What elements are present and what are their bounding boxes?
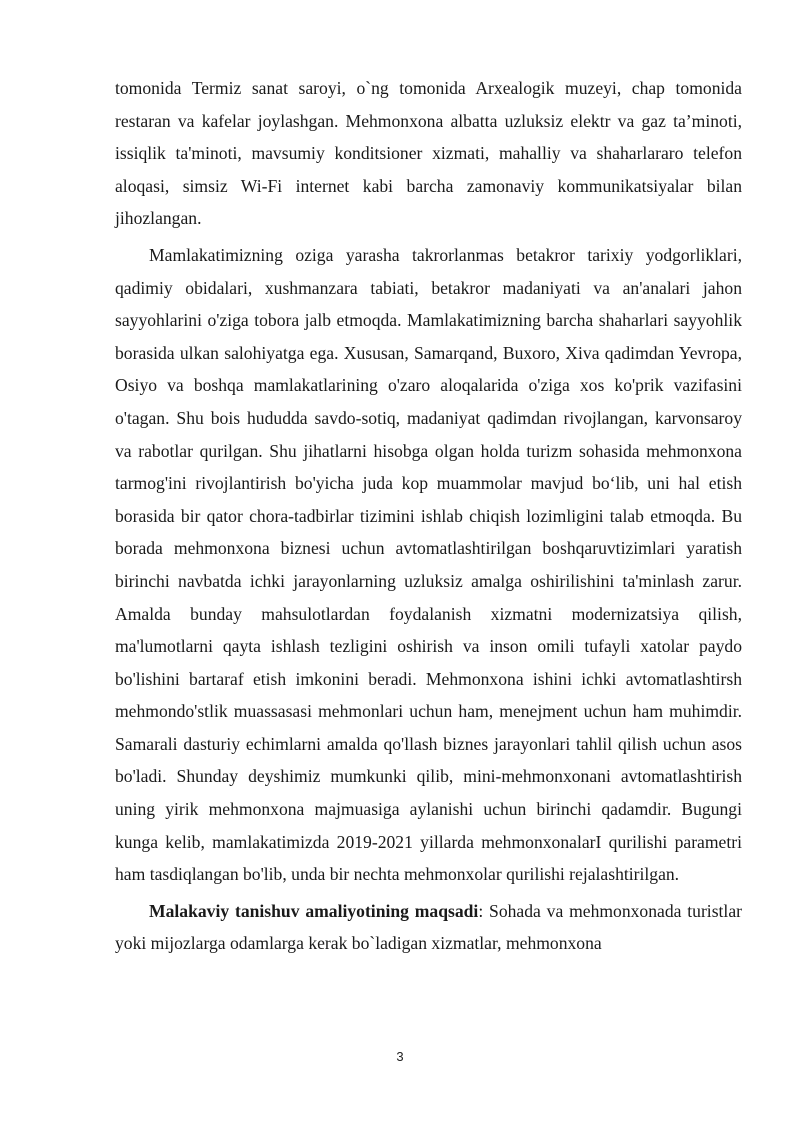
page-number: 3 [396, 1049, 404, 1064]
paragraph-3-bold-lead: Malakaviy tanishuv amaliyotining maqsadi [149, 900, 479, 921]
paragraph-3 [115, 895, 742, 960]
paragraph-1: tomonida Termiz sanat saroyi, o`ng tomonida Arxealogik muzeyi, chap tomonida restaran va kafelar joylashgan. Mehmonxona albatta uzluksiz elektr va gaz ta’minoti, issiqlik ta'minoti, mavsumiy konditsioner xizmati, mahalliy va shaharlararo telefon aloqasi, simsiz Wi-Fi internet kabi barcha zamonaviy kommunikatsiyalar bilan jihozlangan. [115, 78, 742, 229]
paragraph-2: Mamlakatimizning oziga yarasha takrorlanmas betakror tarixiy yodgorliklari, qadimiy obidalari, xushmanzara tabiati, betakror madaniyati va an'analari jahon sayyohlarini o'ziga tobora jalb etmoqda. Mamlakatimizning barcha shaharlari sayyohlik borasida ulkan salohiyatga ega. Xususan, Samarqand, Buxoro, Xiva qadimdan Yevropa, Osiyo va boshqa mamlakatlarining o'zaro aloqalarida o'ziga xos ko'prik vazifasini o'tagan. Shu bois hududda savdo-sotiq, madaniyat qadimdan rivojlangan, karvonsaroy va rabotlar qurilgan. Shu jihatlarni hisobga olgan holda turizm sohasida mehmonxona tarmog'ini rivojlantirish bo'yicha juda kop muammolar mavjud bo‘lib, uni hal etish borasida bir qator chora-tadbirlar tizimini ishlab chiqish lozimligini talab etmoqda. Bu borada mehmonxona biznesi uchun avtomatlashtirilgan boshqaruvtizimlari yaratish birinchi navbatda ichki jarayonlarning uzluksiz amalga oshirilishini ta'minlash zarur. Amalda bunday mahsulotlardan foydalanish xizmatni modernizatsiya qilish, ma'lumotlarni qayta ishlash tezligini oshirish va inson omili tufayli xatolar paydo bo'lishini bartaraf etish imkonini beradi. Mehmonxona ishini ichki avtomatlashtirsh mehmondo'stlik muassasasi mehmonlari uchun ham, menejment uchun ham muhimdir. Samarali dasturiy echimlarni amalda qo'llash biznes jarayonlari tahlil qilish uchun asos bo'ladi. Shunday deyshimiz mumkunki qilib, mini-mehmonxonani avtomatlashtirish uning yirik mehmonxona majmuasiga aylanishi uchun birinchi qadamdir. Bugungi kunga kelib, mamlakatimizda 2019-2021 yillarda mehmonxonalarI qurilishi parametri ham tasdiqlangan bo'lib, unda bir nechta mehmonxolar qurilishi rejalashtirilgan. [115, 244, 742, 885]
document-page [115, 72, 742, 960]
paragraph-3-text: : Sohada va mehmonxonada turistlar yoki mijozlarga odamlarga kerak bo`ladigan xizmatlar, mehmonxona [115, 900, 742, 954]
